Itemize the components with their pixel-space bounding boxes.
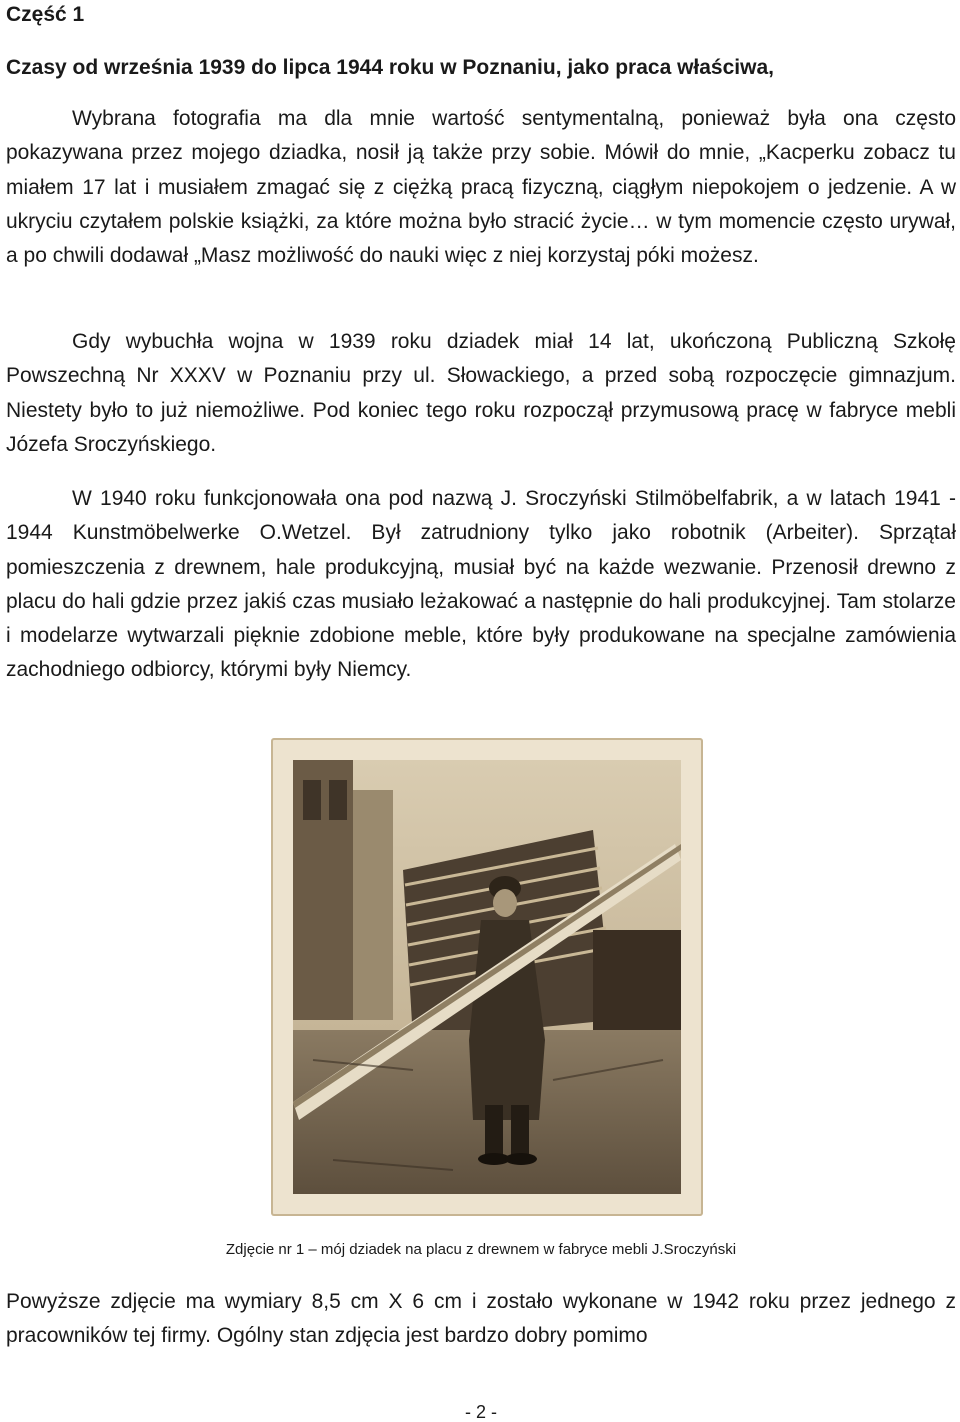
page-number: - 2 - <box>464 1402 497 1422</box>
paragraph-1: Wybrana fotografia ma dla mnie wartość sentymentalną, ponieważ była ona często pokazywana przez mojego dziadka, nosił ją także przy sobie. Mówił do mnie, „Kacperku zobacz tu miałem 17 lat i musiałem zmagać się z ciężką pracą fizyczną, ciągłym niepokojem o jedzenie. A w ukryciu czytałem polskie książki, za które można było stracić życie… w tym momencie często urywał, a po chwili dodawał „Masz możliwość do nauki więc z niej korzystaj póki możesz. <box>6 107 956 268</box>
photo-image <box>293 760 681 1194</box>
paragraph-2: Gdy wybuchła wojna w 1939 roku dziadek miał 14 lat, ukończoną Publiczną Szkołę Powszechną Nr XXXV w Poznaniu przy ul. Słowackiego, a przed sobą rozpoczęcie gimnazjum. Niestety było to już niemożliwe. Pod koniec tego roku rozpoczął przymusową pracę w fabryce mebli Józefa Sroczyńskiego. <box>6 330 956 456</box>
chapter-title: Czasy od września 1939 do lipca 1944 roku w Poznaniu, jako praca właściwa, <box>6 56 774 79</box>
paragraph-3: W 1940 roku funkcjonowała ona pod nazwą J. Sroczyński Stilmöbelfabrik, a w latach 1941 - 1944 Kunstmöbelwerke O.Wetzel. Był zatrudniony tylko jako robotnik (Arbeiter). Sprzątał pomieszczenia z drewnem, hale produkcyjną, musiał być na każde wezwanie. Przenosił drewno z placu do hali gdzie przez jakiś czas musiało leżakować a następnie do hali produkcyjnej. Tam stolarze i modelarze wytwarzali pięknie zdobione meble, które były produkowane na specjalne zamówienia zachodniego odbiorcy, którymi były Niemcy. <box>6 487 956 682</box>
photo-caption: Zdjęcie nr 1 – mój dziadek na placu z drewnem w fabryce mebli J.Sroczyński <box>225 1241 737 1258</box>
part-title: Część 1 <box>6 3 85 26</box>
paragraph-4: Powyższe zdjęcie ma wymiary 8,5 cm X 6 cm i zostało wykonane w 1942 roku przez jednego z pracowników tej firmy. Ogólny stan zdjęcia jest bardzo dobry pomimo <box>6 1290 956 1348</box>
historical-photo <box>271 738 703 1216</box>
